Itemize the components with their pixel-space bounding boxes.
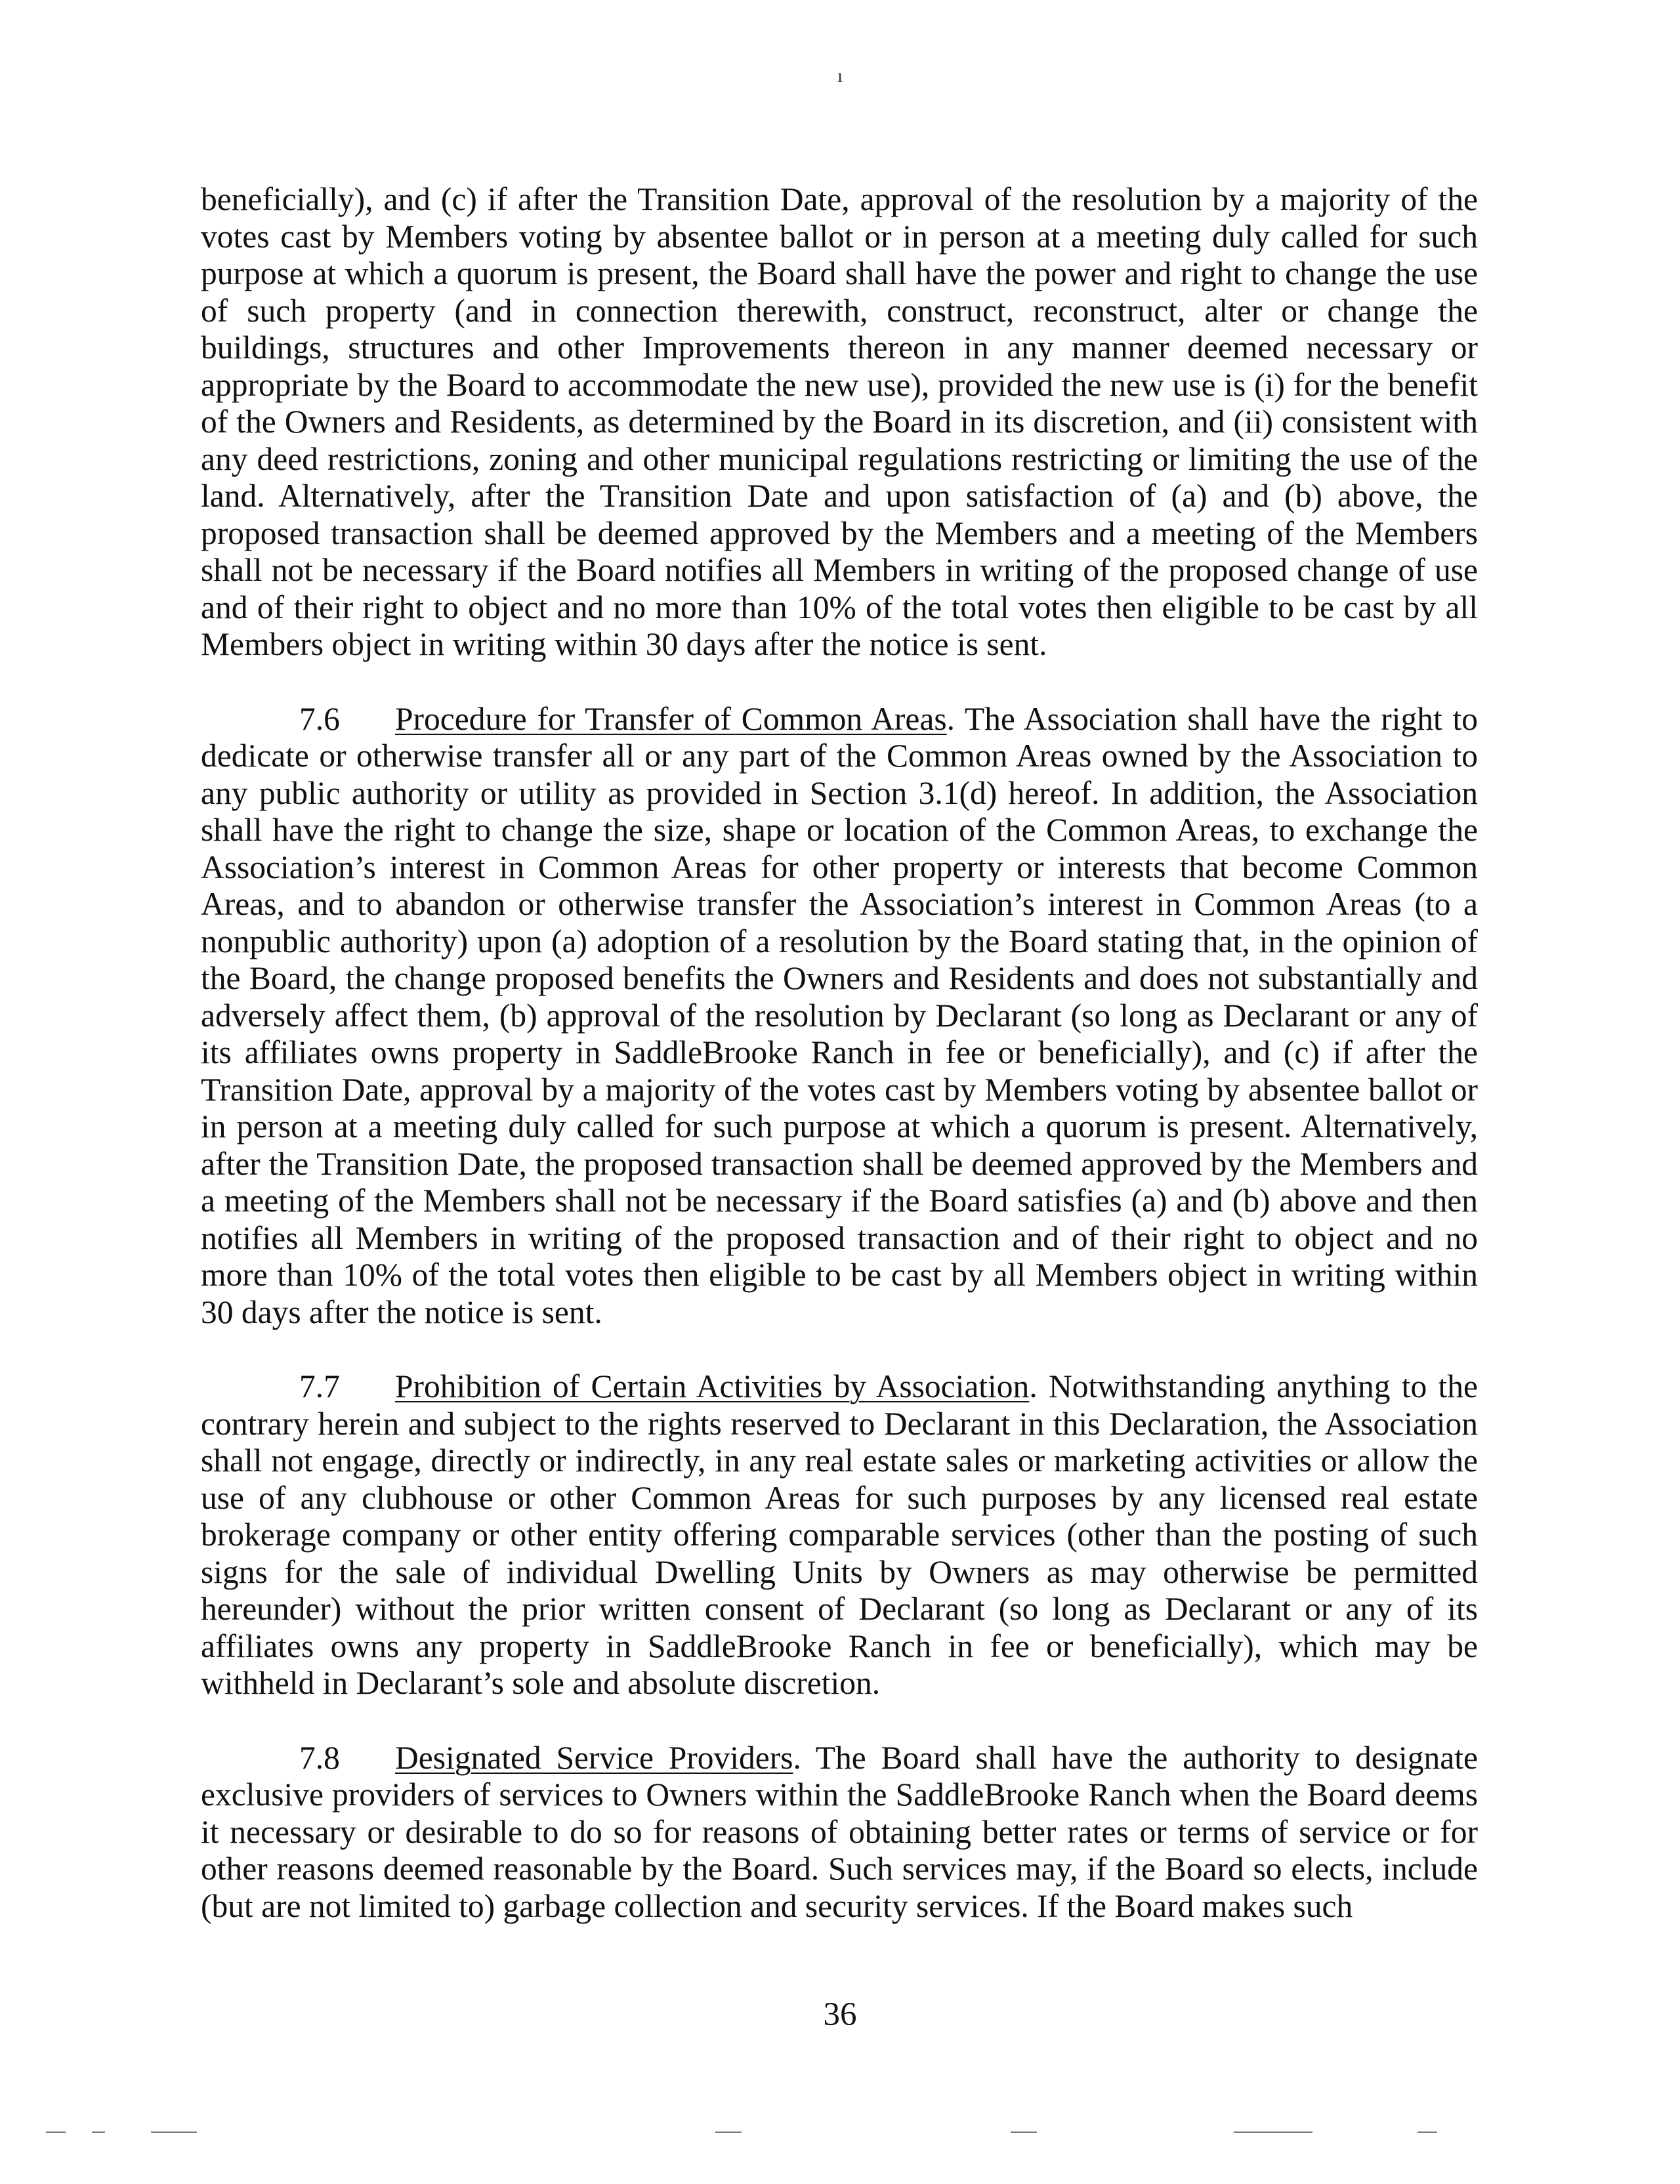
scan-mark-top: ı (837, 65, 843, 87)
document-body (201, 181, 1478, 1962)
section-7-8 (201, 1740, 1478, 1925)
page-number: 36 (823, 1996, 857, 2033)
scan-noise-bottom (0, 2126, 1680, 2146)
section-7-7 (201, 1368, 1478, 1702)
paragraph-continuation (201, 181, 1478, 663)
section-title: Prohibition of Certain Activities by Association (395, 1368, 1030, 1404)
section-number: 7.6 (299, 700, 340, 737)
section-title: Procedure for Transfer of Common Areas (395, 700, 947, 737)
section-7-6 (201, 701, 1478, 1332)
section-number: 7.8 (299, 1739, 340, 1776)
section-title: Designated Service Providers (395, 1739, 793, 1776)
paragraph-text: beneficially), and (c) if after the Transition Date, approval of the resolution by a majority of the votes cast by Members voting by absentee ballot or in person at a meeting duly called for such purpose at which a quorum is present, the Board shall have the power and right to change the use of such property (and in connection therewith, construct, reconstruct, alter or change the buildings, structures and other Improvements thereon in any manner deemed necessary or appropriate by the Board to accommodate the new use), provided the new use is (i) for the benefit of the Owners and Residents, as determined by the Board in its discretion, and (ii) consistent with any deed restrictions, zoning and other municipal regulations restricting or limiting the use of the land. Alternatively, after the Transition Date and upon satisfaction of (a) and (b) above, the proposed transaction shall be deemed approved by the Members and a meeting of the Members shall not be necessary if the Board notifies all Members in writing of the proposed change of use and of their right to object and no more than 10% of the total votes then eligible to be cast by all Members object in writing within 30 days after the notice is sent. (201, 181, 1478, 662)
section-text: . The Board shall have the authority to designate exclusive providers of services to Owners within the SaddleBrooke Ranch when the Board deems it necessary or desirable to do so for reasons of obtaining better rates or terms of service or for other reasons deemed reasonable by the Board. Such services may, if the Board so elects, include (but are not limited to) garbage collection and security services. If the Board makes such (201, 1739, 1478, 1924)
section-text: . Notwithstanding anything to the contrary herein and subject to the rights reserved to Declarant in this Declaration, the Association shall not engage, directly or indirectly, in any real estate sales or marketing activities or allow the use of any clubhouse or other Common Areas for such purposes by any licensed real estate brokerage company or other entity offering comparable services (other than the posting of such signs for the sale of individual Dwelling Units by Owners as may otherwise be permitted hereunder) without the prior written consent of Declarant (so long as Declarant or any of its affiliates owns any property in SaddleBrooke Ranch in fee or beneficially), which may be withheld in Declarant’s sole and absolute discretion. (201, 1368, 1478, 1701)
section-text: . The Association shall have the right to dedicate or otherwise transfer all or any part of the Common Areas owned by the Association to any public authority or utility as provided in Section 3.1(d) hereof. In addition, the Association shall have the right to change the size, shape or location of the Common Areas, to exchange the Association’s interest in Common Areas for other property or interests that become Common Areas, and to abandon or otherwise transfer the Association’s interest in Common Areas (to a nonpublic authority) upon (a) adoption of a resolution by the Board stating that, in the opinion of the Board, the change proposed benefits the Owners and Residents and does not substantially and adversely affect them, (b) approval of the resolution by Declarant (so long as Declarant or any of its affiliates owns property in SaddleBrooke Ranch in fee or beneficially), and (c) if after the Transition Date, approval by a majority of the votes cast by Members voting by absentee ballot or in person at a meeting duly called for such purpose at which a quorum is present. Alternatively, after the Transition Date, the proposed transaction shall be deemed approved by the Members and a meeting of the Members shall not be necessary if the Board satisfies (a) and (b) above and then notifies all Members in writing of the proposed transaction and of their right to object and no more than 10% of the total votes then eligible to be cast by all Members object in writing within 30 days after the notice is sent. (201, 700, 1478, 1330)
section-number: 7.7 (299, 1368, 340, 1404)
